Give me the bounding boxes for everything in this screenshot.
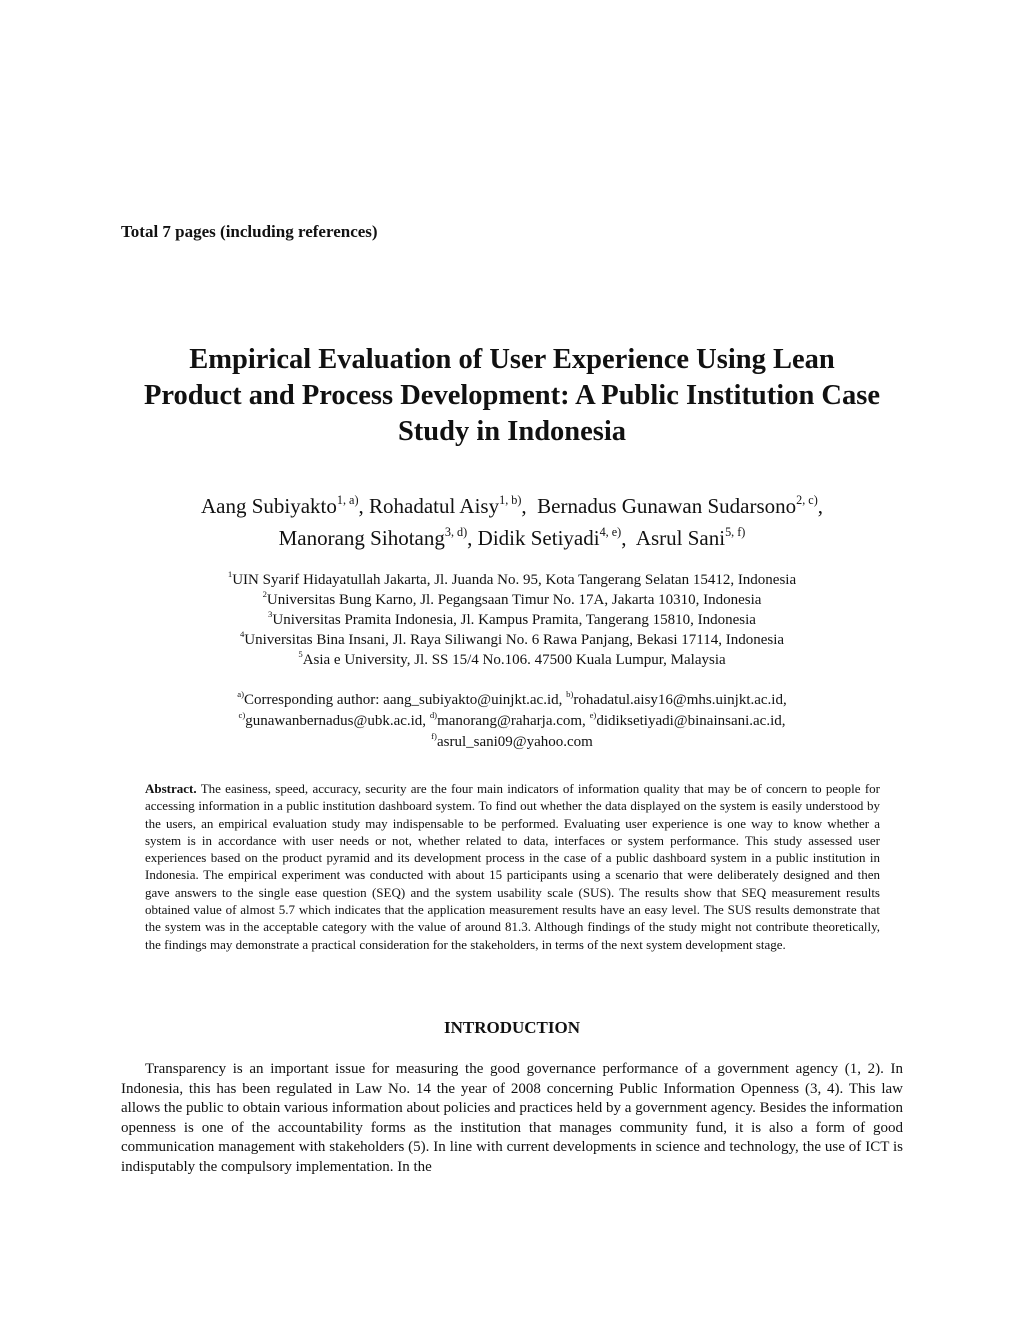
email-marker: a): [237, 689, 245, 700]
paper-title: [100, 342, 924, 450]
author-superscript: 4, e): [599, 524, 622, 539]
abstract: [145, 780, 880, 953]
affiliation-number: 1: [227, 569, 233, 580]
affiliation-number: 3: [268, 609, 273, 620]
abstract-text: The easiness, speed, accuracy, security are the four main indicators of information quality that may be of concern to people for accessing information in a public institution dashboard system. To find out whether the data displayed on the system is easily understood by the users, an empirical evaluation study may indispensable to be performed. Evaluating user experience is one way to know whether a system is in accordance with user needs or not, whether related to data, interfaces or system performance. This study assessed user experiences based on the product pyramid and its development process in the case of a public dashboard system in a public institution in Indonesia. The empirical experiment was conducted with about 15 participants using a scenario that were deliberately designed and then gave answers to the single ease question (SEQ) and the system usability scale (SUS). The results show that SEQ measurement results obtained value of almost 5.7 which indicates that the application measurement results have an easy level. The SUS results demonstrate that the system was in the acceptable category with the value of around 81.3. Although findings of the study might not contribute theoretically, the findings may demonstrate a practical consideration for the stakeholders, in terms of the next system development stage.: [145, 781, 880, 952]
intro-paragraph: Transparency is an important issue for measuring the good governance performance of a government agency (1, 2). In Indonesia, this has been regulated in Law No. 14 the year of 2008 concerning Public Information Openness (3, 4). This law allows the public to obtain various information about policies and practices held by a government agency. Besides the information openness is one of the accountability forms as the institution that manages community fund, it is also a form of good communication management with stakeholders (5). In line with current developments in science and technology, the use of ICT is indisputably the compulsory implementation. In the: [121, 1061, 903, 1175]
email-marker: c): [238, 710, 246, 721]
affiliation-item: [100, 571, 924, 591]
email-marker: d): [429, 710, 438, 721]
author-name: Manorang Sihotang: [278, 526, 445, 550]
email-marker: e): [589, 710, 597, 721]
email-line: [100, 732, 924, 753]
author-separator: ,: [467, 526, 478, 550]
page-note: Total 7 pages (including references): [121, 222, 378, 241]
affiliation-text: UIN Syarif Hidayatullah Jakarta, Jl. Juanda No. 95, Kota Tangerang Selatan 15412, Indonesia: [232, 572, 797, 588]
section-heading: INTRODUCTION: [443, 1018, 581, 1037]
email-line: [100, 711, 924, 732]
author-line: [80, 492, 944, 524]
email-link[interactable]: manorang@raharja.com,: [437, 713, 590, 729]
author-name: Asrul Sani: [635, 526, 726, 550]
abstract-label: Abstract.: [145, 781, 197, 796]
affiliation-text: Asia e University, Jl. SS 15/4 No.106. 47500 Kuala Lumpur, Malaysia: [302, 652, 726, 668]
corresponding-authors: [100, 690, 924, 753]
email-line: [100, 690, 924, 711]
affiliation-list: [100, 571, 924, 671]
author-separator: ,: [621, 526, 636, 550]
affiliation-item: [100, 631, 924, 651]
email-link[interactable]: asrul_sani09@yahoo.com: [436, 734, 593, 750]
author-name: Bernadus Gunawan Sudarsono: [537, 494, 797, 518]
title-line: Empirical Evaluation of User Experience Using Lean: [189, 344, 835, 375]
author-separator: ,: [358, 494, 370, 518]
affiliation-item: [100, 591, 924, 611]
author-name: Didik Setiyadi: [477, 526, 600, 550]
author-superscript: 5, f): [725, 524, 746, 539]
affiliation-text: Universitas Pramita Indonesia, Jl. Kampus Pramita, Tangerang 15810, Indonesia: [272, 612, 756, 628]
author-superscript: 3, d): [444, 524, 468, 539]
affiliation-text: Universitas Bung Karno, Jl. Pegangsaan Timur No. 17A, Jakarta 10310, Indonesia: [266, 592, 762, 608]
email-link[interactable]: didiksetiyadi@binainsani.ac.id,: [596, 713, 786, 729]
author-superscript: 2, c): [796, 492, 818, 507]
affiliation-item: [100, 611, 924, 631]
affiliation-item: [100, 651, 924, 671]
email-marker: b): [566, 689, 574, 700]
email-link[interactable]: gunawanbernadus@ubk.ac.id,: [245, 713, 430, 729]
affiliation-number: 2: [262, 589, 267, 600]
email-marker: f): [431, 731, 437, 742]
affiliation-number: 5: [298, 649, 303, 660]
affiliation-number: 4: [239, 629, 245, 640]
author-superscript: 1, b): [499, 492, 522, 507]
email-link[interactable]: rohadatul.aisy16@mhs.uinjkt.ac.id,: [573, 692, 787, 708]
title-line: Study in Indonesia: [397, 416, 627, 447]
author-superscript: 1, a): [336, 492, 359, 507]
author-name: Aang Subiyakto: [200, 494, 337, 518]
author-line: [80, 524, 944, 556]
author-name: Rohadatul Aisy: [369, 494, 500, 518]
author-separator: ,: [521, 494, 538, 518]
email-text: Corresponding author: aang_subiyakto@uinjkt.ac.id,: [244, 692, 567, 708]
title-line: Product and Process Development: A Public Institution Case: [143, 380, 880, 411]
author-list: [80, 492, 944, 556]
affiliation-text: Universitas Bina Insani, Jl. Raya Siliwangi No. 6 Rawa Panjang, Bekasi 17114, Indonesia: [244, 632, 785, 648]
author-separator: ,: [817, 494, 824, 518]
